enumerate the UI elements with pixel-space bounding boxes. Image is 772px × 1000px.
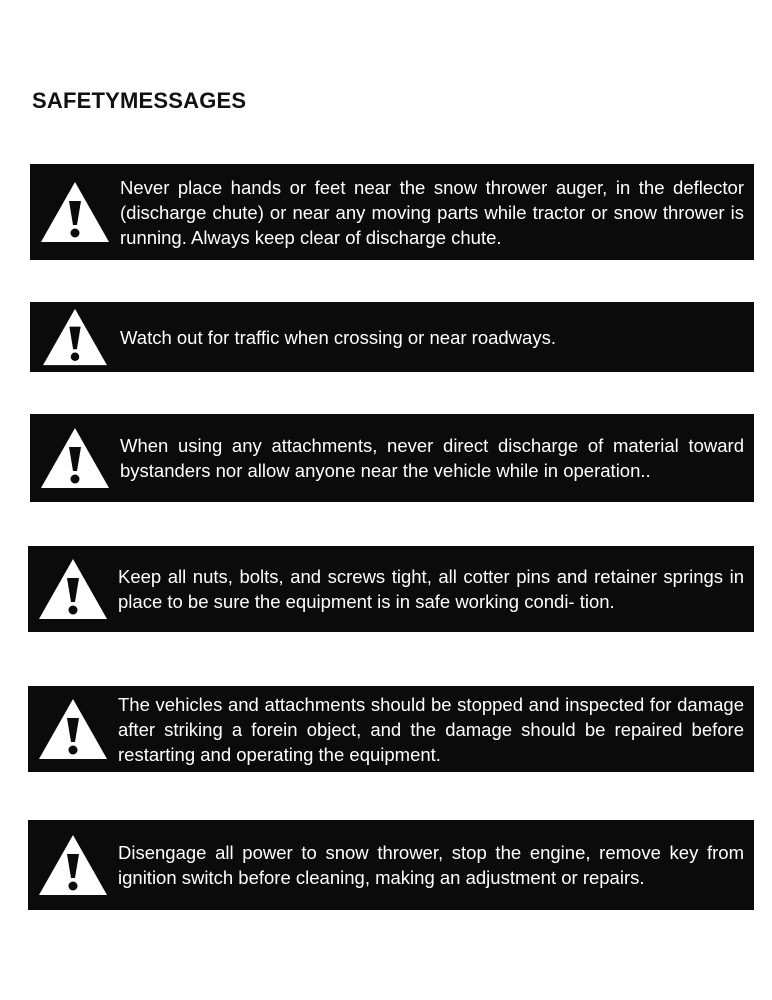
safety-message-text: Keep all nuts, bolts, and screws tight, all cotter pins and retainer springs in place to be sure the equipment is in safe working condi- tion. xyxy=(118,566,744,612)
warning-triangle-icon xyxy=(36,421,114,495)
page-title: SAFETYMESSAGES xyxy=(32,88,247,113)
safety-message-5 xyxy=(28,686,754,772)
warning-triangle-icon xyxy=(34,552,112,626)
safety-message-text: Watch out for traffic when crossing or near roadways. xyxy=(120,326,556,348)
warning-triangle-icon xyxy=(36,300,114,374)
safety-message-2 xyxy=(30,302,754,372)
warning-triangle-icon xyxy=(34,828,112,902)
safety-message-3 xyxy=(30,414,754,502)
safety-message-1 xyxy=(30,164,754,260)
safety-message-text: When using any attachments, never direct discharge of material toward bystanders nor allow anyone near the vehicle while in operation.. xyxy=(120,435,744,481)
safety-message-6 xyxy=(28,820,754,910)
warning-triangle-icon xyxy=(34,692,112,766)
safety-message-text: The vehicles and attachments should be stopped and inspected for damage after striking a forein object, and the damage should be repaired before restarting and operating the equipment. xyxy=(118,693,744,765)
warning-triangle-icon xyxy=(36,175,114,249)
safety-message-4 xyxy=(28,546,754,632)
safety-message-text: Never place hands or feet near the snow thrower auger, in the deflector (discharge chute) or near any moving parts while tractor or snow thrower is running. Always keep clear of discharge chute. xyxy=(120,176,744,248)
safety-message-text: Disengage all power to snow thrower, stop the engine, remove key from ignition switch before cleaning, making an adjustment or repairs. xyxy=(118,842,744,888)
